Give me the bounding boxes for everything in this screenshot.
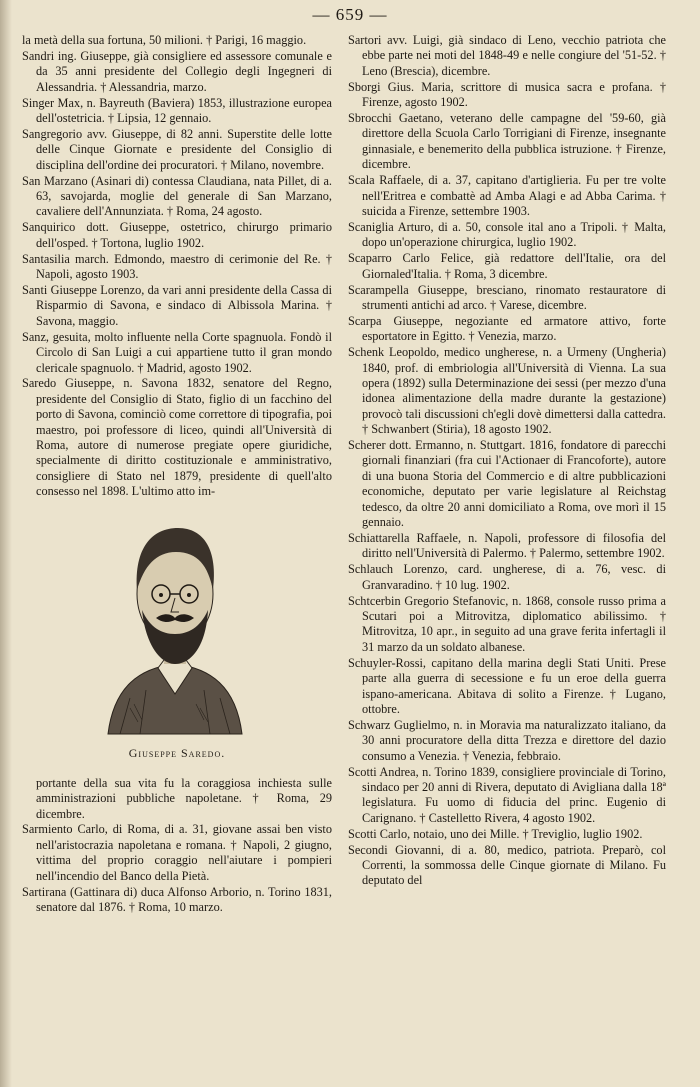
binding-shadow <box>0 0 12 1087</box>
obituary-entry: Sandri ing. Giuseppe, già consigliere ed assessore comunale e da 35 anni presidente del Collegio degli Ingegneri di Alessandria. † Alessandria, marzo. <box>22 48 332 94</box>
obituary-entry: Scherer dott. Ermanno, n. Stuttgart. 1816, fondatore di parecchi giornali finanziari (fra cui l'Actionaer di Francoforte), autore di una buona Storia del Commercio e di altre pubblicazioni economiche, deputato per varie legislature al Reichstag tedesco, da oltre 20 anni domiciliato a Roma, ove morì il 15 gennaio. <box>348 438 666 530</box>
page-number: — 659 — <box>312 5 388 24</box>
obituary-entry: Sartori avv. Luigi, già sindaco di Leno, vecchio patriota che ebbe parte nei moti del 1848-49 e nelle congiure del '51-52. † Leno (Brescia), dicembre. <box>348 33 666 78</box>
obituary-entry: la metà della sua fortuna, 50 milioni. † Parigi, 16 maggio. <box>22 33 307 47</box>
obituary-continuation: portante della sua vita fu la coraggiosa inchiesta sulle amministrazioni pubbliche napoletane. † Roma, 29 dicembre. <box>36 775 332 821</box>
obituary-entry: Scarampella Giuseppe, bresciano, rinomato restauratore di strumenti antichi ad arco. † Varese, dicembre. <box>348 282 666 312</box>
obituary-entry: Schwarz Guglielmo, n. in Moravia ma naturalizzato italiano, da 30 anni procuratore della ditta Trezza e direttore del dazio consumo a Venezia. † Venezia, febbraio. <box>348 717 666 763</box>
portrait-saredo-drawing <box>100 508 250 736</box>
obituary-entry-saredo: Saredo Giuseppe, n. Savona 1832, senatore del Regno, presidente del Consiglio di Stato, figlio di un facchino del porto di Savona, cominciò come correttore di tipografia, poi maestro, poi professore di liceo, quindi all'Università di Roma, autore di numerose pregiate opere giuridiche, specialmente di diritto costituzionale e amministrativo, consigliere di Stato nel 1879, presidente di quell'alto consesso nel 1898. L'ultimo atto im- <box>22 376 332 499</box>
obituary-entry: Scala Raffaele, di a. 37, capitano d'artiglieria. Fu per tre volte nell'Eritrea e combattè ad Amba Alagi e ad Abba Carima. † suicida a Firenze, settembre 1903. <box>348 173 666 218</box>
obituary-entry: Scaniglia Arturo, di a. 50, console ital ano a Tripoli. † Malta, dopo un'operazione chirurgica, luglio 1902. <box>348 219 666 250</box>
obituary-entry: Schlauch Lorenzo, card. ungherese, di a. 76, vesc. di Granvaradino. † 10 lug. 1902. <box>348 562 666 592</box>
obituary-entry: Schiattarella Raffaele, n. Napoli, professore di filosofia del diritto nell'Università di Palermo. † Palermo, settembre 1902. <box>348 531 666 561</box>
obituary-entry: Sanquirico dott. Giuseppe, ostetrico, chirurgo primario dell'osped. † Tortona, luglio 1902. <box>22 220 332 250</box>
obituary-entry: Schenk Leopoldo, medico ungherese, n. a Urmeny (Ungheria) 1840, prof. di embriologia all'Università di Vienna. La sua opera (1892) sulla Determinazione dei sessi (per mezzo d'una idonea alimentazione della madre durante la gestazione) provocò tali discussioni ch'egli dovè dimettersi dalla cattedra. † Schwanbert (Stiria), 18 agosto 1902. <box>348 345 666 437</box>
left-column <box>22 33 332 916</box>
obituary-entry: Schtcerbin Gregorio Stefanovic, n. 1868, console russo prima a Scutari poi a Mitrovitza, diplomatico abilissimo. † Mitrovitza, 10 apr., in seguito ad una grave ferita infertagli il 31 marzo da un soldato albanese. <box>348 593 666 654</box>
obituary-entry: Sangregorio avv. Giuseppe, di 82 anni. Superstite delle lotte delle Cinque Giornate e presidente del Consiglio di disciplina dell'ordine dei procuratori. † Milano, novembre. <box>22 126 332 172</box>
obituary-entry: Scotti Andrea, n. Torino 1839, consigliere provinciale di Torino, sindaco per 20 anni di Rivera, deputato di Avigliana dalla 18ª legislatura. Fu uomo di fiducia del princ. Eugenio di Carignano. † Castelletto Rivera, 4 agosto 1902. <box>348 764 666 825</box>
obituary-entry: Singer Max, n. Bayreuth (Baviera) 1853, illustrazione europea dell'ostetricia. † Lipsia, 12 gennaio. <box>22 95 332 126</box>
obituary-entry: Scaparro Carlo Felice, già redattore dell'Italie, ora del Giornaled'Italia. † Roma, 3 dicembre. <box>348 251 666 281</box>
portrait-illustration <box>22 508 332 766</box>
obituary-entry: Sarmiento Carlo, di Roma, di a. 31, giovane assai ben visto nell'aristocrazia napoletana e romana. † Napoli, 2 giugno, vittima del proprio coraggio nell'aiutare i pompieri nell'incendio del Banco della Pietà. <box>22 822 332 883</box>
obituary-entry: Sborgi Gius. Maria, scrittore di musica sacra e profana. † Firenze, agosto 1902. <box>348 79 666 110</box>
obituary-entry: San Marzano (Asinari di) contessa Claudiana, nata Pillet, di a. 63, savojarda, moglie del generale di San Marzano, cavaliere dell'Annunziata. † Roma, 24 agosto. <box>22 173 332 219</box>
right-column <box>348 33 666 889</box>
obituary-entry: Sbrocchi Gaetano, veterano delle campagne del '59-60, già direttore della Scuola Carlo Torrigiani di Firenze, insegnante ginnasiale, e benemerito della pubblica istruzione. † Firenze, dicembre. <box>348 111 666 172</box>
obituary-entry: Santi Giuseppe Lorenzo, da vari anni presidente della Cassa di Risparmio di Savona, e sindaco di Albissola Marina. † Savona, maggio. <box>22 283 332 328</box>
obituary-entry: Santasilia march. Edmondo, maestro di cerimonie del Re. † Napoli, agosto 1903. <box>22 251 332 282</box>
obituary-entry: Scotti Carlo, notaio, uno dei Mille. † Treviglio, luglio 1902. <box>348 826 643 841</box>
obituary-entry: Scarpa Giuseppe, negoziante ed armatore attivo, forte esportatore in Egitto. † Venezia, marzo. <box>348 313 666 344</box>
obituary-entry: Secondi Giovanni, di a. 80, medico, patriota. Preparò, col Correnti, la sommossa delle Cinque giornate di Milano. Fu deputato del <box>348 842 666 888</box>
obituary-entry: Sartirana (Gattinara di) duca Alfonso Arborio, n. Torino 1831, senatore dal 1876. † Roma, 10 marzo. <box>22 884 332 914</box>
portrait-caption: Giuseppe Saredo. <box>128 746 226 761</box>
obituary-entry: Sanz, gesuita, molto influente nella Corte spagnuola. Fondò il Circolo di San Luigi a cui appartiene tutto il gran mondo clericale spagnuolo. † Madrid, agosto 1902. <box>22 329 332 375</box>
obituary-entry: Schuyler-Rossi, capitano della marina degli Stati Uniti. Prese parte alla guerra di secessione e fu un eroe della guerra ispano-americana. Abitava di solito a Firenze. † Lugano, ottobre. <box>348 655 666 716</box>
